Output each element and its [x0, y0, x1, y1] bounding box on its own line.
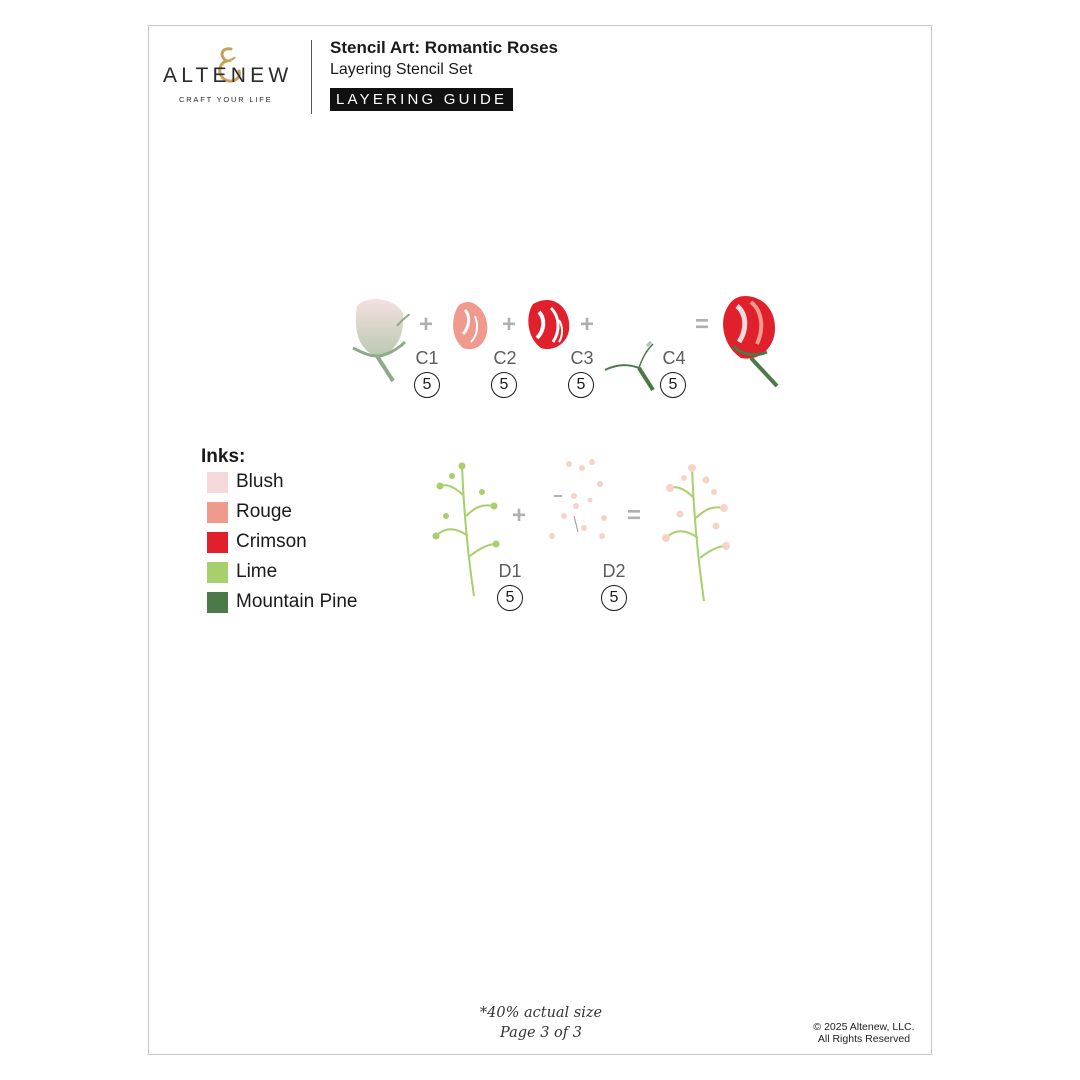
- layering-guide-badge: LAYERING GUIDE: [330, 88, 513, 111]
- babys-breath-illustration: [424, 456, 734, 601]
- layer-d1-stems: [434, 464, 499, 597]
- plus-sign-1: +: [419, 311, 434, 338]
- layer-d2-blossoms: [549, 459, 607, 539]
- rose-layers-illustration: [347, 286, 787, 396]
- layer-label-c4: C4: [662, 348, 686, 368]
- ink-name: Rouge: [236, 501, 292, 522]
- inks-heading: Inks:: [201, 446, 246, 467]
- brand-logo: ALTENEW: [163, 64, 293, 87]
- plus-sign-4: +: [512, 502, 527, 529]
- result-babys-breath: [662, 464, 730, 601]
- ink-swatch: [207, 502, 228, 523]
- plus-sign-3: +: [580, 311, 595, 338]
- layer-label-c2: C2: [493, 348, 517, 368]
- layering-guide-page: [148, 25, 932, 1055]
- ink-item-crimson: [207, 531, 307, 553]
- ink-swatch: [207, 532, 228, 553]
- ink-name: Mountain Pine: [236, 591, 358, 612]
- copyright-text: © 2025 Altenew, LLC.: [813, 1021, 915, 1033]
- ink-swatch: [207, 592, 228, 613]
- layer-label-c3: C3: [570, 348, 594, 368]
- ink-item-lime: [207, 561, 277, 583]
- equals-sign-babys-breath: =: [627, 502, 642, 529]
- equals-sign-rose: =: [695, 311, 710, 338]
- layer-c2-petals: [453, 302, 487, 349]
- product-title: Stencil Art: Romantic Roses: [330, 38, 558, 57]
- header-divider: [311, 40, 312, 114]
- layer-count-c3: 5: [568, 372, 594, 398]
- product-subtitle: Layering Stencil Set: [330, 61, 473, 78]
- layer-c4-stem: [605, 342, 653, 390]
- layer-count-c1: 5: [414, 372, 440, 398]
- ink-swatch: [207, 472, 228, 493]
- layer-count-d2: 5: [601, 585, 627, 611]
- layer-count-c2: 5: [491, 372, 517, 398]
- layer-label-d1: D1: [498, 561, 522, 581]
- ink-swatch: [207, 562, 228, 583]
- layer-label-c1: C1: [415, 348, 439, 368]
- ink-item-blush: [207, 471, 284, 493]
- ink-name: Crimson: [236, 531, 307, 552]
- result-rose: [723, 296, 777, 386]
- layer-label-d2: D2: [602, 561, 626, 581]
- layer-c1-bud: [353, 299, 409, 381]
- scale-note: *40% actual size: [479, 1005, 603, 1021]
- ink-item-mountain-pine: [207, 591, 357, 613]
- plus-sign-2: +: [502, 311, 517, 338]
- ink-name: Lime: [236, 561, 278, 582]
- rights-text: All Rights Reserved: [817, 1033, 911, 1045]
- layer-count-d1: 5: [497, 585, 523, 611]
- page-number: Page 3 of 3: [500, 1025, 582, 1041]
- layer-count-c4: 5: [660, 372, 686, 398]
- ink-name: Blush: [236, 471, 284, 492]
- layer-c3-crimson: [528, 300, 569, 349]
- ink-item-rouge: [207, 501, 292, 523]
- brand-tagline: CRAFT YOUR LIFE: [179, 95, 273, 104]
